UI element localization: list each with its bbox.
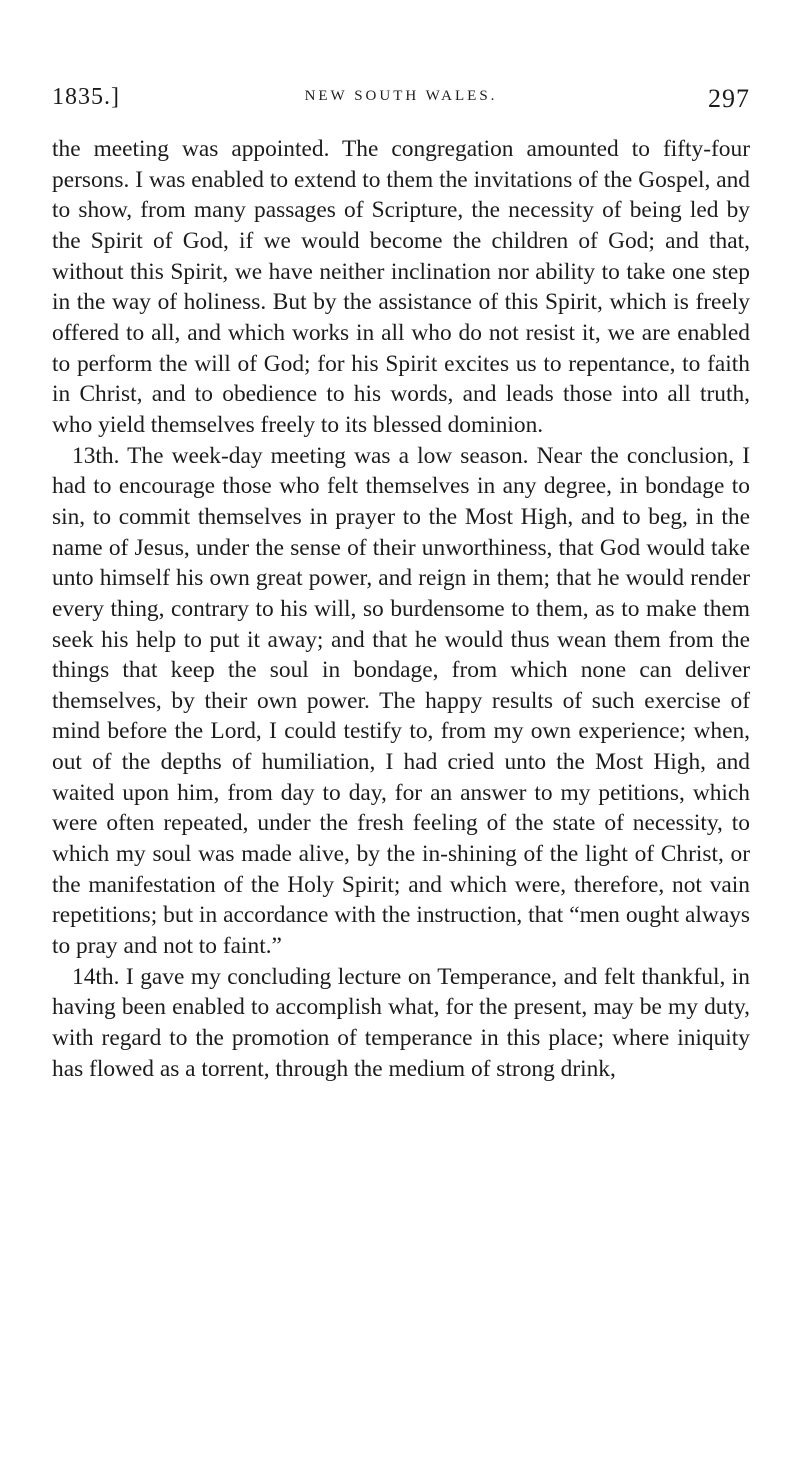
book-page [52,84,750,1084]
running-head [52,84,750,124]
header-year: 1835.] [52,84,120,110]
page-number: 297 [708,84,750,113]
header-title: NEW SOUTH WALES. [304,88,498,104]
paragraph-continuation: the meeting was appointed. The congregation amounted to fifty-four persons. I was enabled to extend to them the invitations of the Gospel, and to show, from many passages of Scripture, the necessity of being led by the Spirit of God, if we would become the children of God; and that, without this Spirit, we have neither inclination nor ability to take one step in the way of holiness. But by the assistance of this Spirit, which is freely offered to all, and which works in all who do not resist it, we are enabled to perform the will of God; for his Spirit excites us to repentance, to faith in Christ, and to obedience to his words, and leads those into all truth, who yield themselves freely to its blessed dominion. [52,136,750,438]
paragraph-13th: 13th. The week-day meeting was a low season. Near the conclusion, I had to encourage those who felt themselves in any degree, in bondage to sin, to commit themselves in prayer to the Most High, and to beg, in the name of Jesus, under the sense of their unworthiness, that God would take unto himself his own great power, and reign in them; that he would render every thing, contrary to his will, so burdensome to them, as to make them seek his help to put it away; and that he would thus wean them from the things that keep the soul in bondage, from which none can deliver themselves, by their own power. The happy results of such exercise of mind before the Lord, I could testify to, from my own experience; when, out of the depths of humiliation, I had cried unto the Most High, and waited upon him, from day to day, for an answer to my petitions, which were often repeated, under the fresh feeling of the state of necessity, to which my soul was made alive, by the in-shining of the light of Christ, or the manifestation of the Holy Spirit; and which were, therefore, not vain repetitions; but in accordance with the instruction, that “men ought always to pray and not to faint.” [52,442,750,960]
body-text [52,134,750,1084]
paragraph-14th: 14th. I gave my concluding lecture on Temperance, and felt thankful, in having been enabled to accomplish what, for the present, may be my duty, with regard to the promotion of temperance in this place; where iniquity has flowed as a torrent, through the medium of strong drink, [52,963,750,1082]
